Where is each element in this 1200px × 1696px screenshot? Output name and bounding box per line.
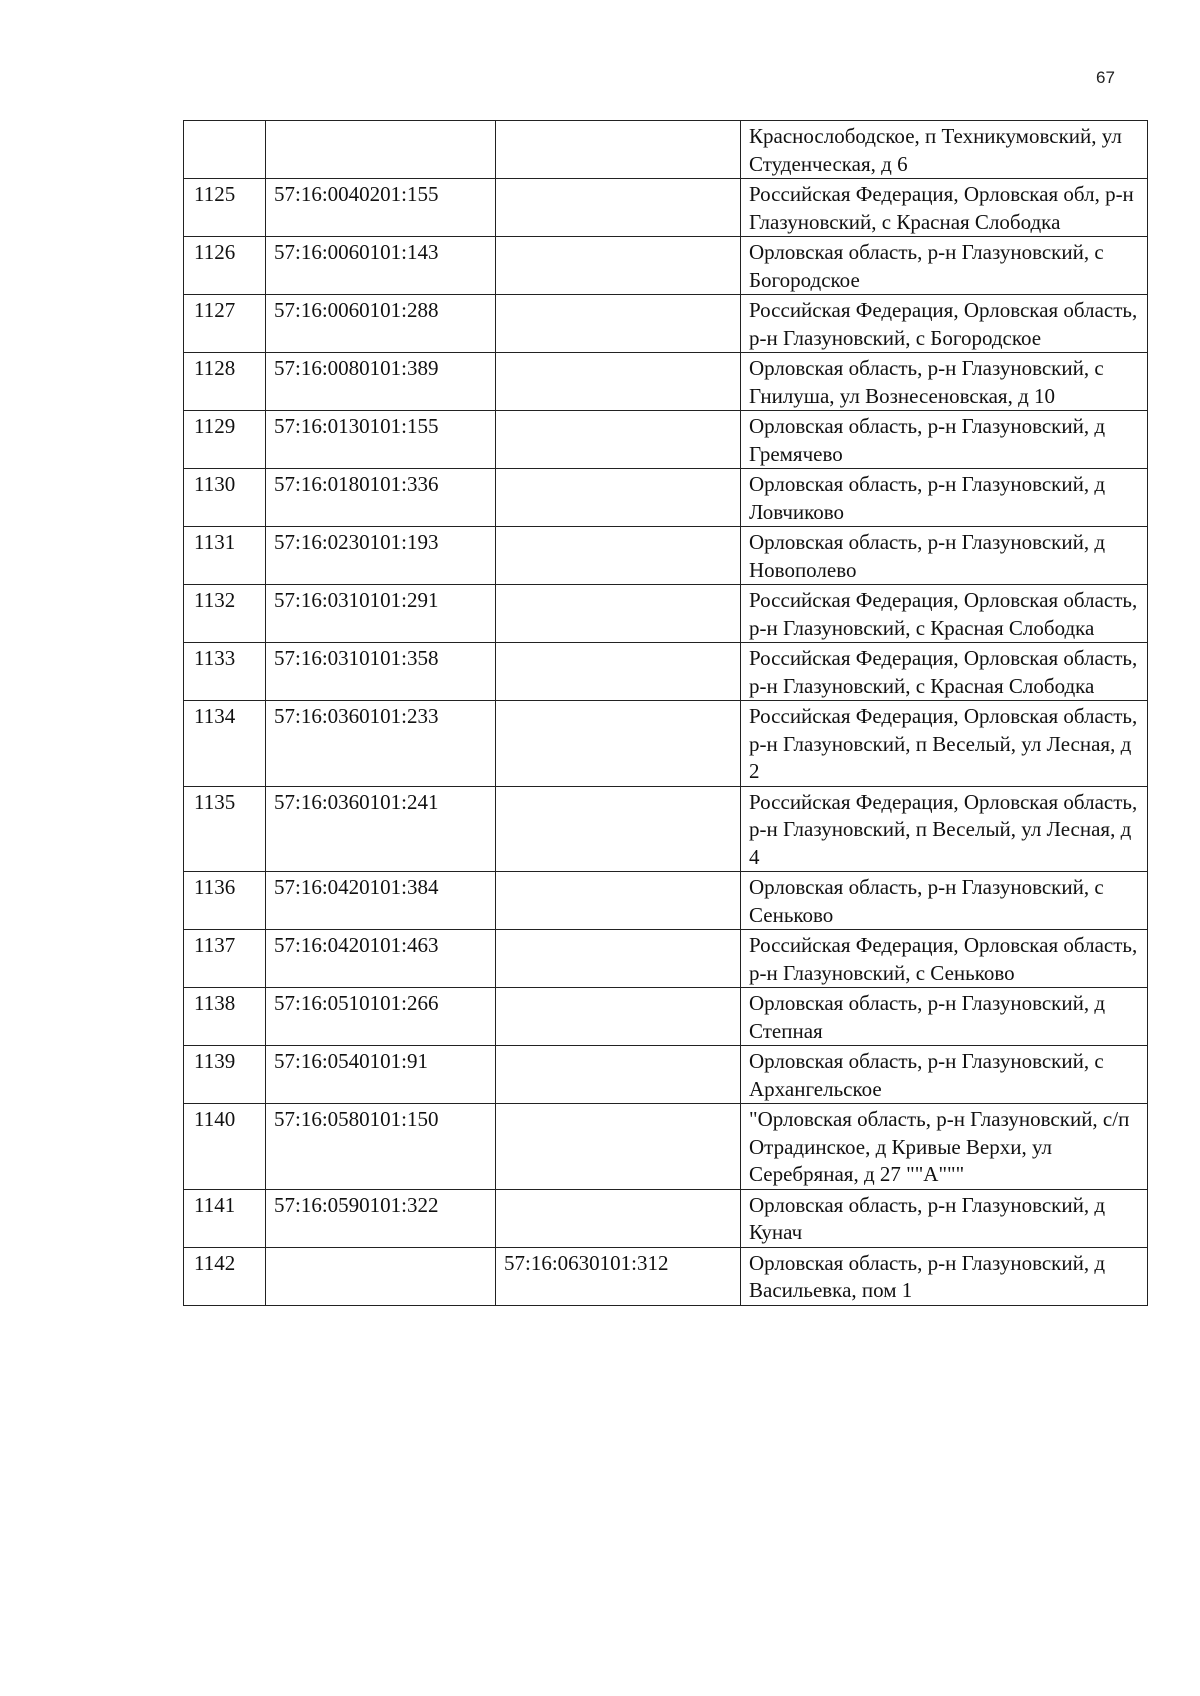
address: Краснослободское, п Техникумовский, ул Студенческая, д 6 — [741, 121, 1148, 179]
cadastral-number: 57:16:0180101:336 — [266, 469, 496, 527]
cadastral-number — [266, 121, 496, 179]
table-row — [184, 1104, 1148, 1190]
address: Орловская область, р-н Глазуновский, д Ловчиково — [741, 469, 1148, 527]
address: Орловская область, р-н Глазуновский, д Гремячево — [741, 411, 1148, 469]
address: Российская Федерация, Орловская область, р-н Глазуновский, с Сеньково — [741, 930, 1148, 988]
address: Российская Федерация, Орловская область, р-н Глазуновский, п Веселый, ул Лесная, д 4 — [741, 786, 1148, 872]
cadastral-number — [266, 1247, 496, 1305]
row-number — [184, 121, 266, 179]
cadastral-number-secondary — [496, 469, 741, 527]
cadastral-number: 57:16:0310101:358 — [266, 643, 496, 701]
row-number: 1136 — [184, 872, 266, 930]
table-row — [184, 1046, 1148, 1104]
row-number: 1133 — [184, 643, 266, 701]
cadastral-number-secondary — [496, 527, 741, 585]
cadastral-number-secondary — [496, 411, 741, 469]
address: Российская Федерация, Орловская обл, р-н Глазуновский, с Красная Слободка — [741, 179, 1148, 237]
cadastral-number: 57:16:0360101:233 — [266, 701, 496, 787]
cadastral-number-secondary — [496, 643, 741, 701]
table-row — [184, 121, 1148, 179]
address: Орловская область, р-н Глазуновский, д Васильевка, пом 1 — [741, 1247, 1148, 1305]
page-number: 67 — [1096, 68, 1115, 87]
row-number: 1126 — [184, 237, 266, 295]
row-number: 1129 — [184, 411, 266, 469]
cadastral-number-secondary — [496, 872, 741, 930]
cadastral-number: 57:16:0420101:384 — [266, 872, 496, 930]
cadastral-number: 57:16:0580101:150 — [266, 1104, 496, 1190]
cadastral-number-secondary — [496, 1046, 741, 1104]
cadastral-number: 57:16:0060101:288 — [266, 295, 496, 353]
row-number: 1138 — [184, 988, 266, 1046]
table-row — [184, 1247, 1148, 1305]
address: Российская Федерация, Орловская область, р-н Глазуновский, п Веселый, ул Лесная, д 2 — [741, 701, 1148, 787]
cadastral-number: 57:16:0510101:266 — [266, 988, 496, 1046]
row-number: 1127 — [184, 295, 266, 353]
cadastral-number-secondary — [496, 988, 741, 1046]
cadastral-number-secondary — [496, 237, 741, 295]
address: Орловская область, р-н Глазуновский, с Гнилуша, ул Вознесеновская, д 10 — [741, 353, 1148, 411]
table-row — [184, 295, 1148, 353]
address: Орловская область, р-н Глазуновский, с Богородское — [741, 237, 1148, 295]
row-number: 1141 — [184, 1189, 266, 1247]
row-number: 1134 — [184, 701, 266, 787]
table-row — [184, 237, 1148, 295]
table-row — [184, 527, 1148, 585]
table-row — [184, 411, 1148, 469]
cadastral-number-secondary — [496, 1104, 741, 1190]
row-number: 1125 — [184, 179, 266, 237]
table-row — [184, 179, 1148, 237]
cadastral-number: 57:16:0230101:193 — [266, 527, 496, 585]
table-row — [184, 786, 1148, 872]
cadastral-number: 57:16:0080101:389 — [266, 353, 496, 411]
row-number: 1139 — [184, 1046, 266, 1104]
table-row — [184, 988, 1148, 1046]
cadastral-number-secondary — [496, 786, 741, 872]
address: Орловская область, р-н Глазуновский, д Новополево — [741, 527, 1148, 585]
table-row — [184, 872, 1148, 930]
cadastral-number: 57:16:0040201:155 — [266, 179, 496, 237]
table-row — [184, 353, 1148, 411]
table-row — [184, 585, 1148, 643]
address: Орловская область, р-н Глазуновский, д Кунач — [741, 1189, 1148, 1247]
row-number: 1137 — [184, 930, 266, 988]
row-number: 1135 — [184, 786, 266, 872]
cadastral-number: 57:16:0420101:463 — [266, 930, 496, 988]
cadastral-number-secondary — [496, 930, 741, 988]
cadastral-number-secondary — [496, 701, 741, 787]
cadastral-number-secondary — [496, 295, 741, 353]
table-row — [184, 643, 1148, 701]
row-number: 1142 — [184, 1247, 266, 1305]
table-row — [184, 701, 1148, 787]
address: Российская Федерация, Орловская область, р-н Глазуновский, с Красная Слободка — [741, 643, 1148, 701]
address: "Орловская область, р-н Глазуновский, с/п Отрадинское, д Кривые Верхи, ул Серебряная, д 27 ""А""" — [741, 1104, 1148, 1190]
address: Орловская область, р-н Глазуновский, с Архангельское — [741, 1046, 1148, 1104]
row-number: 1140 — [184, 1104, 266, 1190]
address: Орловская область, р-н Глазуновский, с Сеньково — [741, 872, 1148, 930]
cadastral-number-secondary — [496, 1189, 741, 1247]
cadastral-number: 57:16:0060101:143 — [266, 237, 496, 295]
cadastral-number-secondary — [496, 353, 741, 411]
table-row — [184, 469, 1148, 527]
cadastral-number: 57:16:0130101:155 — [266, 411, 496, 469]
cadastral-number-secondary — [496, 179, 741, 237]
row-number: 1131 — [184, 527, 266, 585]
registry-table — [183, 120, 1148, 1306]
cadastral-number: 57:16:0360101:241 — [266, 786, 496, 872]
row-number: 1132 — [184, 585, 266, 643]
cadastral-number: 57:16:0540101:91 — [266, 1046, 496, 1104]
cadastral-number: 57:16:0310101:291 — [266, 585, 496, 643]
row-number: 1128 — [184, 353, 266, 411]
cadastral-number: 57:16:0590101:322 — [266, 1189, 496, 1247]
address: Российская Федерация, Орловская область, р-н Глазуновский, с Красная Слободка — [741, 585, 1148, 643]
table-row — [184, 1189, 1148, 1247]
cadastral-number-secondary: 57:16:0630101:312 — [496, 1247, 741, 1305]
table-row — [184, 930, 1148, 988]
cadastral-number-secondary — [496, 121, 741, 179]
row-number: 1130 — [184, 469, 266, 527]
address: Российская Федерация, Орловская область, р-н Глазуновский, с Богородское — [741, 295, 1148, 353]
address: Орловская область, р-н Глазуновский, д Степная — [741, 988, 1148, 1046]
cadastral-number-secondary — [496, 585, 741, 643]
